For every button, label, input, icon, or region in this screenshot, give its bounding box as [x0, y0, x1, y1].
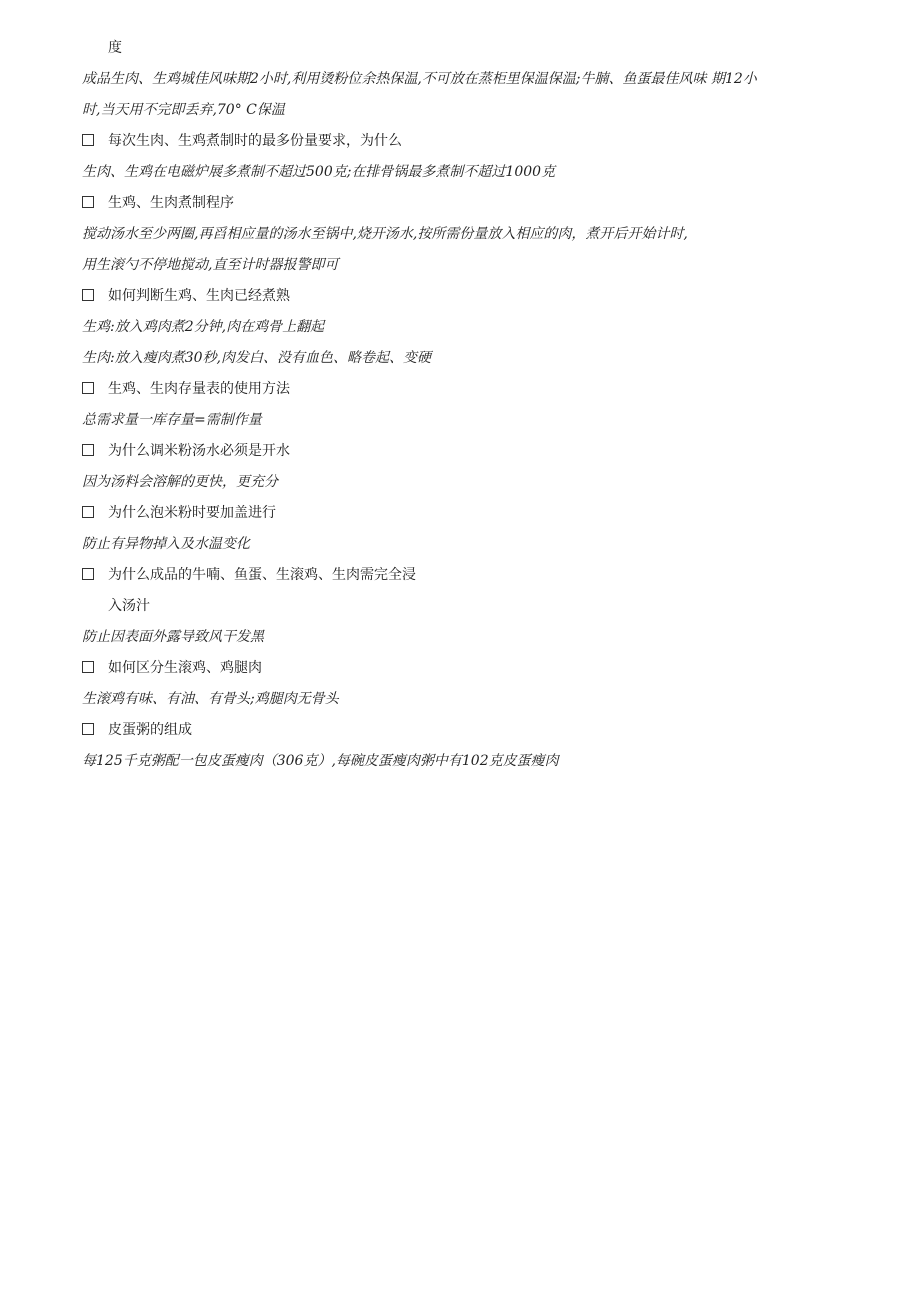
question-item	[82, 286, 842, 306]
checkbox-square-icon	[82, 134, 94, 146]
question-text: 为什么泡米粉时要加盖进行	[108, 505, 276, 521]
question-text: 为什么调米粉汤水必须是开水	[108, 443, 290, 459]
answer-line: 生滚鸡有味、有油、有骨头;鸡腿肉无骨头	[82, 691, 339, 707]
answer-line: 防止因表面外露导致风干发黑	[82, 629, 264, 645]
answer-line: 生肉、生鸡在电磁炉展多煮制不超过500克;在排骨锅最多煮制不超过1000克	[82, 164, 556, 180]
question-item	[82, 565, 842, 585]
question-text: 如何区分生滚鸡、鸡腿肉	[108, 660, 262, 676]
answer-line: 每125千克粥配一包皮蛋瘦肉（306克）,每碗皮蛋瘦肉粥中有102克皮蛋瘦肉	[82, 753, 559, 769]
question-continuation: 入汤汁	[108, 598, 150, 614]
answer-line: 总需求量一库存量=需制作量	[82, 412, 262, 428]
answer-line: 生肉:放入瘦肉煮30秒,肉发白、没有血色、略卷起、变硬	[82, 350, 431, 366]
text-line: 度	[108, 40, 122, 56]
question-text: 生鸡、生肉存量表的使用方法	[108, 381, 290, 397]
answer-line: 搅动汤水至少两圈,再舀相应量的汤水至锅中,烧开汤水,按所需份量放入相应的肉，煮开后开始计时,	[82, 226, 688, 242]
question-item	[82, 503, 842, 523]
checkbox-square-icon	[82, 382, 94, 394]
checkbox-square-icon	[82, 568, 94, 580]
checkbox-square-icon	[82, 444, 94, 456]
question-item	[82, 379, 842, 399]
question-item	[82, 720, 842, 740]
question-item	[82, 441, 842, 461]
question-item	[82, 193, 842, 213]
checkbox-square-icon	[82, 506, 94, 518]
checkbox-square-icon	[82, 196, 94, 208]
question-item	[82, 658, 842, 678]
answer-line: 时,当天用不完即丢弃,70° C保温	[82, 102, 285, 118]
checkbox-square-icon	[82, 661, 94, 673]
answer-line: 成品生肉、生鸡城佳风味期2小时,利用烫粉位余热保温,不可放在蒸柜里保温保温;牛腩、鱼蛋最佳风味 期12小	[82, 71, 757, 87]
checkbox-square-icon	[82, 289, 94, 301]
question-text: 每次生肉、生鸡煮制时的最多份量要求，为什么	[108, 133, 402, 149]
question-text: 为什么成品的牛喃、鱼蛋、生滚鸡、生肉需完全浸	[108, 567, 416, 583]
answer-line: 因为汤料会溶解的更快，更充分	[82, 474, 278, 490]
question-text: 皮蛋粥的组成	[108, 722, 192, 738]
question-text: 如何判断生鸡、生肉已经煮熟	[108, 288, 290, 304]
answer-line: 用生滚勺不停地搅动,直至计时器报警即可	[82, 257, 339, 273]
answer-line: 生鸡:放入鸡肉煮2分钟,肉在鸡骨上翻起	[82, 319, 325, 335]
question-text: 生鸡、生肉煮制程序	[108, 195, 234, 211]
question-item	[82, 131, 842, 151]
checkbox-square-icon	[82, 723, 94, 735]
answer-line: 防止有异物掉入及水温变化	[82, 536, 250, 552]
